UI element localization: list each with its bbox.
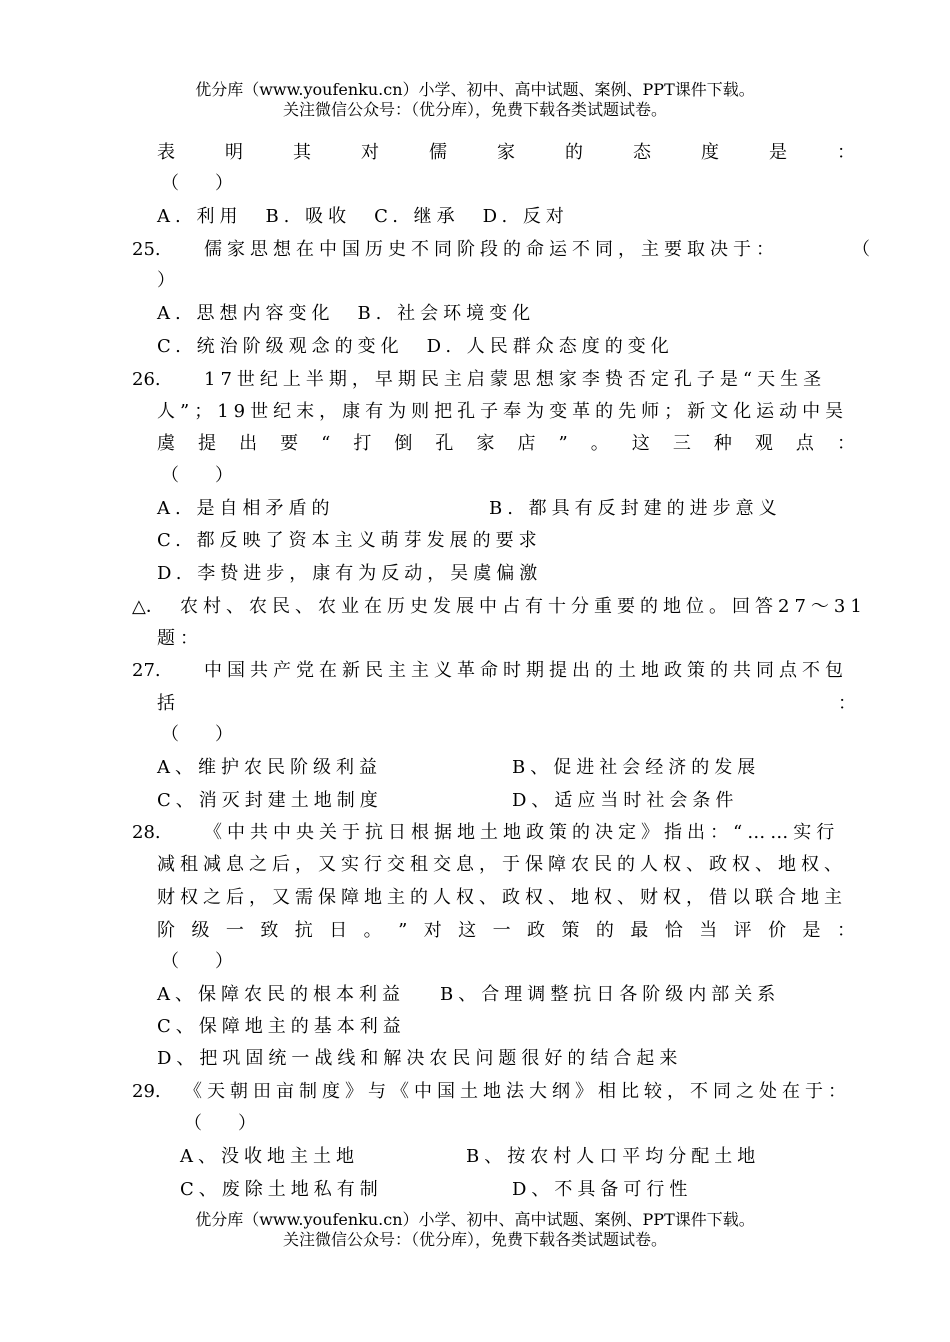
q26-line3-char: 点 (795, 433, 814, 454)
q28-line3: 财权之后，又需保障地主的人权、政权、地权、财权，借以联合地主 (157, 887, 847, 908)
q24-stem-char: 态 (633, 142, 651, 163)
q26-line3-char: 家 (476, 433, 495, 454)
q24-stem (157, 140, 855, 166)
page-footer-line2: 关注微信公众号：（优分库），免费下载各类试题试卷。 (282, 1230, 667, 1249)
q29-line1: 《天朝田亩制度》与《中国土地法大纲》相比较，不同之处在于： (184, 1081, 851, 1102)
q28-option-c: C、保障地主的基本利益 (157, 1016, 406, 1037)
q28-line4-char: 一 (492, 920, 511, 941)
q28-number: 28. (132, 822, 161, 843)
q25-options-line2: C. 统治阶级观念的变化 D. 人民群众态度的变化 (157, 336, 674, 357)
q28-option-b: B、合理调整抗日各阶级内部关系 (440, 984, 781, 1005)
q26-option-c: C. 都反映了资本主义萌芽发展的要求 (157, 530, 542, 551)
q29-answer-paren: （ ） (184, 1113, 256, 1134)
q28-line4-char: 政 (527, 920, 546, 941)
q28-line4-char: 阶 (157, 920, 175, 941)
q26-line3-char: 孔 (435, 433, 454, 454)
q28-option-d: D、把巩固统一战线和解决农民问题很好的结合起来 (157, 1048, 683, 1069)
q24-options: A. 利用 B. 吸收 C. 继承 D. 反对 (157, 206, 569, 227)
q28-line1: 《中共中央关于抗日根据地土地政策的决定》指出：“……实行 (204, 822, 840, 843)
q28-line4-char: 评 (733, 920, 752, 941)
q27-line1: 中国共产党在新民主主义革命时期提出的土地政策的共同点不包 (204, 660, 848, 681)
q24-stem-char: ： (837, 142, 855, 163)
q28-line4-char: ： (836, 920, 855, 941)
q28-line4-char: 恰 (664, 920, 683, 941)
q28-line4-char: 这 (458, 920, 477, 941)
q26-line1: 17世纪上半期，早期民主启蒙思想家李贽否定孔子是“天生圣 (204, 369, 827, 390)
q26-line3-char: 种 (713, 433, 732, 454)
q29-option-b: B、按农村人口平均分配土地 (466, 1146, 761, 1167)
q28-line4-char: 。 (363, 920, 382, 941)
q28-line4-char: 致 (260, 920, 279, 941)
q25-stem: 儒家思想在中国历史不同阶段的命运不同，主要取决于： (204, 239, 779, 260)
q24-stem-char: 的 (565, 142, 583, 163)
page-header-line1: 优分库（www.youfenku.cn）小学、初中、高中试题、案例、PPT课件下载。 (195, 80, 755, 99)
q24-stem-char: 度 (701, 142, 719, 163)
q27-colon: ： (838, 693, 856, 714)
section-marker: △． (132, 596, 164, 617)
q27-option-b: B、促进社会经济的发展 (512, 757, 761, 778)
q26-option-a: A. 是自相矛盾的 (157, 498, 335, 519)
q26-option-b: B. 都具有反封建的进步意义 (489, 498, 782, 519)
q27-line2: 括 (157, 693, 175, 714)
q26-line3-char: ” (558, 433, 568, 454)
q28-line4-char: 是 (802, 920, 821, 941)
q28-line4-char: 价 (768, 920, 787, 941)
q26-line3-char: 出 (239, 433, 258, 454)
q29-option-c: C、废除土地私有制 (180, 1179, 383, 1200)
q26-answer-paren: （ ） (161, 465, 233, 486)
q26-line3-char: 提 (198, 433, 217, 454)
q26-line3-char: 这 (631, 433, 650, 454)
q26-line3-char: 要 (280, 433, 299, 454)
section-intro-line2: 题： (157, 628, 203, 649)
q26-line3-char: 打 (353, 433, 372, 454)
q29-option-a: A、没收地主土地 (180, 1146, 359, 1167)
q28-line4-char: 对 (423, 920, 442, 941)
q26-option-d: D. 李贽进步，康有为反动，吴虞偏激 (157, 563, 543, 584)
q27-number: 27. (132, 660, 161, 681)
q29-number: 29. (132, 1081, 161, 1102)
q28-line2: 减租减息之后，又实行交租交息，于保障农民的人权、政权、地权、 (157, 854, 847, 875)
q24-stem-char: 家 (497, 142, 515, 163)
page-footer-line1: 优分库（www.youfenku.cn）小学、初中、高中试题、案例、PPT课件下载。 (195, 1210, 755, 1229)
q28-line4-char: 级 (191, 920, 210, 941)
q26-line3-char: 虞 (157, 433, 175, 454)
q25-options-line1: A. 思想内容变化 B. 社会环境变化 (157, 303, 536, 324)
q27-option-c: C、消灭封建土地制度 (157, 790, 383, 811)
q24-stem-char: 其 (293, 142, 311, 163)
q26-line3 (157, 431, 855, 457)
q24-stem-char: 儒 (429, 142, 447, 163)
q26-line3-char: 店 (517, 433, 536, 454)
q26-number: 26. (132, 369, 161, 390)
q26-line3-char: 倒 (394, 433, 413, 454)
q24-stem-char: 对 (361, 142, 379, 163)
q26-line3-char: 观 (754, 433, 773, 454)
q28-line4-char: ” (398, 920, 408, 941)
q28-option-a: A、保障农民的根本利益 (157, 984, 405, 1005)
page-header-line2: 关注微信公众号：（优分库），免费下载各类试题试卷。 (282, 100, 667, 119)
q28-line4-char: 抗 (294, 920, 313, 941)
q28-line4-char: 当 (699, 920, 718, 941)
q28-answer-paren: （ ） (161, 951, 233, 972)
q24-answer-paren: （ ） (161, 173, 233, 194)
q25-paren-close: ） (157, 270, 175, 291)
q28-line4-char: 日 (329, 920, 348, 941)
q25-number: 25. (132, 239, 161, 260)
q27-option-d: D、适应当时社会条件 (512, 790, 739, 811)
q28-line4 (157, 918, 855, 944)
q28-line4-char: 的 (595, 920, 614, 941)
q25-paren-open: （ (852, 239, 870, 260)
q29-option-d: D、不具备可行性 (512, 1179, 693, 1200)
q27-answer-paren: （ ） (161, 724, 233, 745)
q24-stem-char: 表 (157, 142, 175, 163)
q26-line3-char: 。 (590, 433, 609, 454)
q26-line3-char: 三 (672, 433, 691, 454)
q28-line4-char: 最 (630, 920, 649, 941)
section-intro-line1: 农村、农民、农业在历史发展中占有十分重要的地位。回答27～31 (180, 596, 867, 617)
q24-stem-char: 明 (225, 142, 243, 163)
q28-line4-char: 策 (561, 920, 580, 941)
q26-line3-char: ： (836, 433, 855, 454)
q26-line3-char: “ (321, 433, 331, 454)
q24-stem-char: 是 (769, 142, 787, 163)
q26-line2: 人”；19世纪末，康有为则把孔子奉为变革的先师；新文化运动中吴 (157, 401, 849, 422)
q28-line4-char: 一 (225, 920, 244, 941)
q27-option-a: A、维护农民阶级利益 (157, 757, 382, 778)
